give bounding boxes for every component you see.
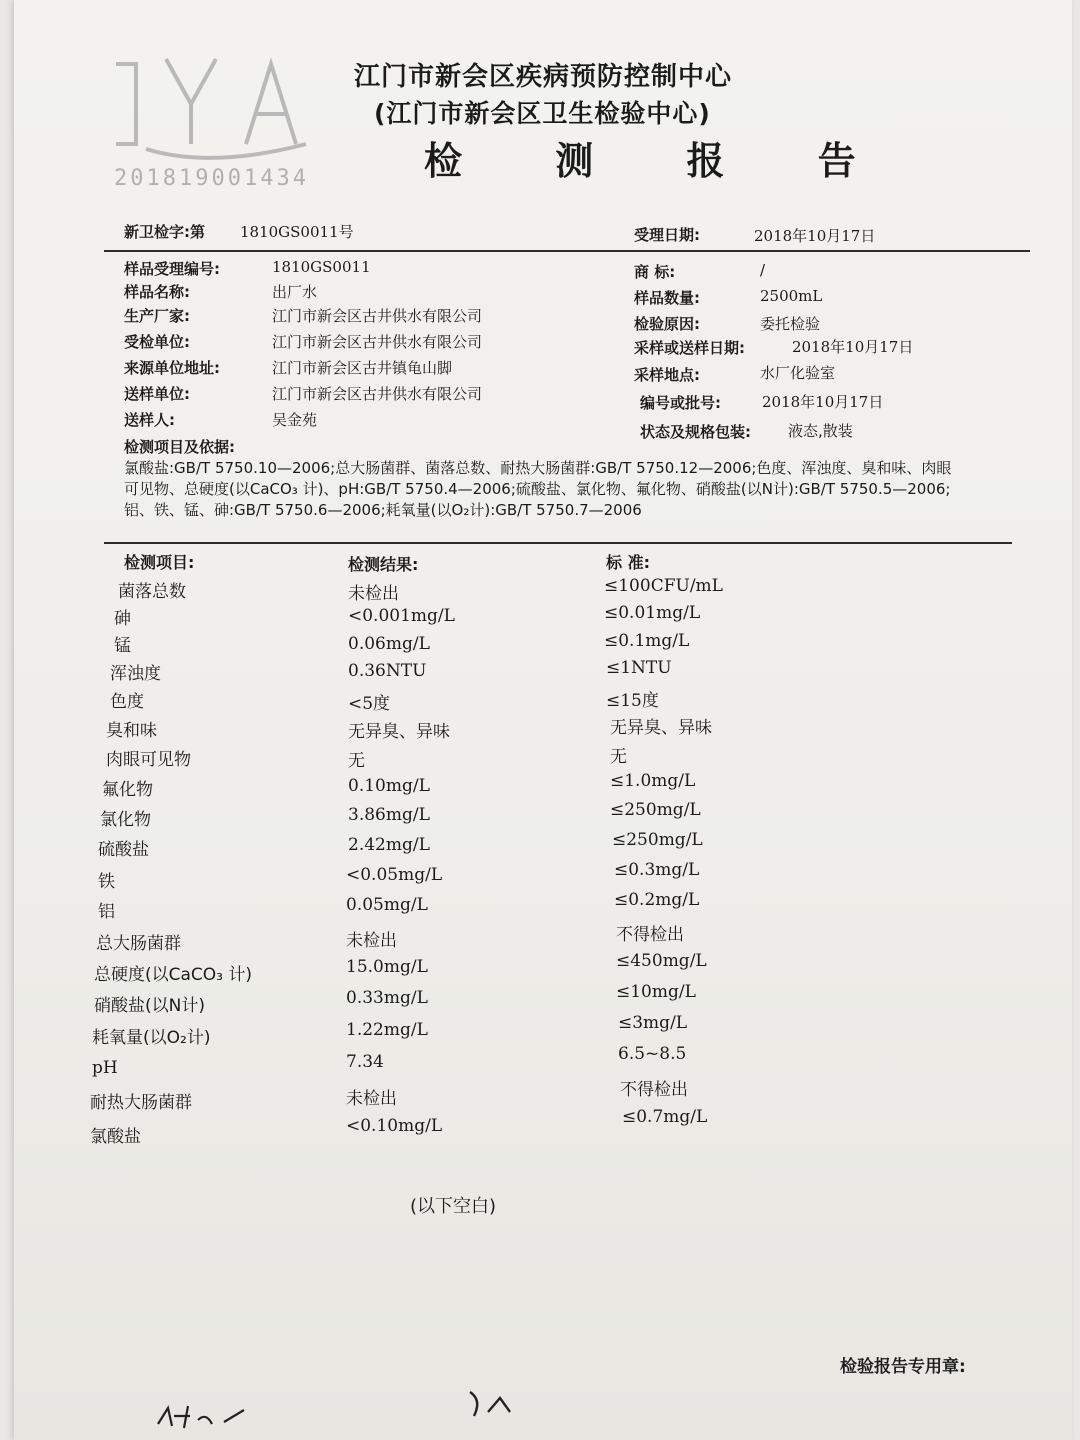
info-label: 生产厂家:: [124, 307, 190, 325]
standard-cell: ≤1.0mg/L: [610, 771, 696, 791]
column-header-result: 检测结果:: [348, 555, 419, 574]
result-cell: 无: [348, 751, 365, 771]
standard-cell: ≤100CFU/mL: [604, 576, 723, 596]
item-cell: 肉眼可见物: [106, 750, 191, 770]
logo-number: 201819001434: [114, 166, 309, 191]
standard-cell: ≤0.1mg/L: [604, 631, 690, 651]
standard-cell: ≤0.01mg/L: [604, 603, 701, 623]
info-value: 2018年10月17日: [792, 338, 914, 356]
standard-cell: 不得检出: [616, 925, 684, 945]
item-cell: 总硬度(以CaCO₃ 计): [94, 965, 253, 985]
result-cell: 2.42mg/L: [348, 835, 430, 855]
result-cell: 未检出: [346, 931, 397, 951]
item-cell: 硫酸盐: [98, 840, 149, 860]
standard-cell: ≤10mg/L: [616, 982, 696, 1002]
result-cell: 3.86mg/L: [348, 805, 430, 825]
report-no-value: 1810GS0011号: [240, 223, 354, 241]
basis-label: 检测项目及依据:: [124, 438, 235, 456]
item-cell: 菌落总数: [118, 582, 186, 602]
end-of-report-note: (以下空白): [410, 1196, 497, 1217]
info-value: 出厂水: [272, 283, 318, 301]
result-cell: 无异臭、异味: [348, 722, 450, 742]
result-cell: 1.22mg/L: [346, 1020, 428, 1040]
result-cell: 0.36NTU: [348, 661, 427, 681]
item-cell: 氯化物: [100, 810, 151, 830]
item-cell: 铝: [98, 902, 115, 922]
item-cell: pH: [92, 1058, 118, 1078]
report-page: [14, 0, 1072, 1440]
standard-cell: ≤15度: [606, 691, 659, 711]
info-value: 吴金苑: [272, 411, 318, 429]
item-cell: 硝酸盐(以N计): [94, 996, 205, 1016]
result-cell: 0.33mg/L: [346, 988, 428, 1008]
info-value: 江门市新会区古井镇龟山脚: [272, 359, 453, 377]
result-cell: 0.05mg/L: [346, 895, 428, 915]
info-value: 2500mL: [760, 287, 823, 305]
item-cell: 铁: [98, 872, 115, 892]
standard-cell: ≤250mg/L: [612, 830, 703, 850]
standard-cell: ≤250mg/L: [610, 800, 701, 820]
info-label: 采样地点:: [634, 366, 700, 384]
info-value: 江门市新会区古井供水有限公司: [272, 307, 483, 325]
info-value: 液态,散装: [788, 422, 853, 440]
handwritten-mark-icon: [464, 1386, 524, 1422]
report-no-label: 新卫检字:第: [124, 223, 205, 241]
org-subname: (江门市新会区卫生检验中心): [374, 99, 711, 128]
cma-logo-icon: [106, 44, 316, 164]
info-label: 样品受理编号:: [124, 260, 220, 278]
item-cell: 砷: [114, 609, 131, 629]
info-value: 2018年10月17日: [762, 393, 884, 411]
info-value: 江门市新会区古井供水有限公司: [272, 333, 483, 351]
result-cell: 未检出: [346, 1089, 397, 1109]
standard-cell: ≤0.2mg/L: [614, 890, 700, 910]
item-cell: 耗氧量(以O₂计): [92, 1028, 211, 1048]
standard-cell: 6.5~8.5: [618, 1044, 687, 1064]
org-name: 江门市新会区疾病预防控制中心: [354, 62, 733, 92]
standard-cell: 无异臭、异味: [610, 718, 712, 738]
item-cell: 氟化物: [102, 780, 153, 800]
result-cell: 7.34: [346, 1052, 384, 1072]
result-cell: 0.10mg/L: [348, 776, 430, 796]
info-label: 送样单位:: [124, 385, 190, 403]
basis-text: 氯酸盐:GB/T 5750.10—2006;总大肠菌群、菌落总数、耐热大肠菌群:GB/T 5750.12—2006;色度、浑浊度、臭和味、肉眼可见物、总硬度(以CaCO₃ 计)、pH:GB/T 5750.4—2006;硫酸盐、氯化物、氟化物、硝酸盐(以N计):GB/T 5750.5—2006;铝、铁、锰、砷:GB/T 5750.6—2006;耗氧量(以O₂计):GB/T 5750.7—2006: [124, 459, 952, 519]
column-header-standard: 标 准:: [606, 553, 650, 572]
info-label: 受检单位:: [124, 333, 190, 351]
standard-cell: ≤3mg/L: [618, 1013, 688, 1033]
standard-cell: ≤450mg/L: [616, 951, 707, 971]
info-value: 江门市新会区古井供水有限公司: [272, 385, 483, 403]
info-value: 委托检验: [760, 315, 821, 333]
result-cell: <5度: [348, 694, 391, 714]
info-label: 检验原因:: [634, 315, 700, 333]
item-cell: 耐热大肠菌群: [90, 1093, 192, 1113]
divider-line: [104, 542, 1012, 544]
info-label: 编号或批号:: [640, 394, 721, 412]
info-label: 商 标:: [634, 263, 676, 281]
stamp-label: 检验报告专用章:: [840, 1357, 966, 1377]
standard-cell: ≤0.7mg/L: [622, 1107, 708, 1127]
item-cell: 总大肠菌群: [96, 934, 181, 954]
info-label: 来源单位地址:: [124, 359, 220, 377]
info-value: /: [760, 261, 766, 279]
receive-date-label: 受理日期:: [634, 226, 700, 244]
divider-line: [104, 250, 1030, 252]
standard-cell: ≤1NTU: [606, 658, 672, 678]
item-cell: 色度: [110, 692, 144, 712]
info-value: 水厂化验室: [760, 364, 836, 382]
item-cell: 浑浊度: [110, 664, 161, 684]
info-label: 样品名称:: [124, 283, 190, 301]
info-value: 1810GS0011: [272, 258, 371, 276]
info-label: 样品数量:: [634, 289, 700, 307]
result-cell: <0.05mg/L: [346, 865, 443, 885]
standard-cell: 不得检出: [620, 1080, 688, 1100]
item-cell: 氯酸盐: [90, 1127, 141, 1147]
receive-date-value: 2018年10月17日: [754, 227, 876, 245]
handwritten-signature-icon: [154, 1402, 254, 1432]
result-cell: <0.001mg/L: [348, 606, 455, 626]
standard-cell: 无: [610, 747, 627, 767]
result-cell: <0.10mg/L: [346, 1116, 443, 1136]
result-cell: 0.06mg/L: [348, 634, 430, 654]
info-label: 状态及规格包装:: [640, 423, 751, 441]
item-cell: 锰: [114, 636, 131, 656]
result-cell: 15.0mg/L: [346, 957, 428, 977]
report-title: 检 测 报 告: [424, 138, 896, 183]
result-cell: 未检出: [348, 584, 399, 604]
item-cell: 臭和味: [106, 721, 157, 741]
info-label: 送样人:: [124, 411, 175, 429]
standard-cell: ≤0.3mg/L: [614, 860, 700, 880]
column-header-item: 检测项目:: [124, 553, 195, 572]
info-label: 采样或送样日期:: [634, 339, 745, 357]
